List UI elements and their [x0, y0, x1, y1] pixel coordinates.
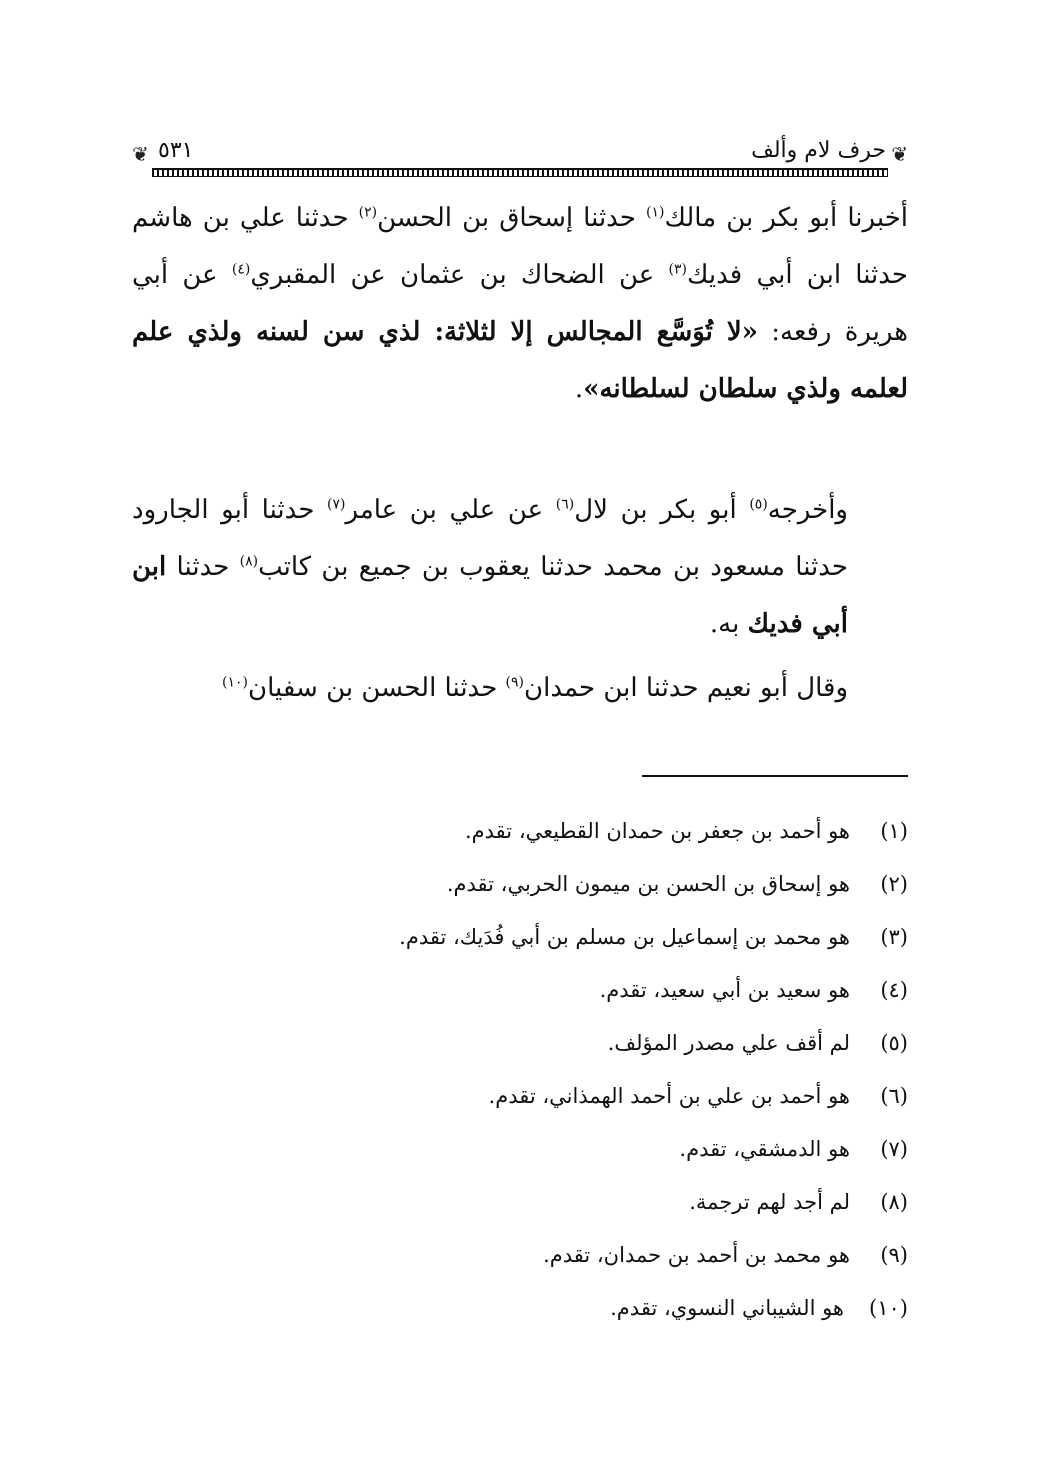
footnote-text: هو الشيباني النسوي، تقدم.	[610, 1296, 844, 1320]
footnote-number: (٣)	[880, 925, 908, 949]
text-segment: حدثنا إسحاق بن الحسن	[377, 203, 646, 233]
running-header	[132, 138, 908, 178]
footnote-text: لم أقف علي مصدر المؤلف.	[607, 1031, 850, 1055]
paragraph-2	[132, 482, 908, 653]
footnote-item	[132, 858, 908, 911]
footnote-item	[132, 1123, 908, 1176]
text-segment: وقال أبو نعيم حدثنا ابن حمدان	[524, 673, 848, 703]
footnote-text: هو سعيد بن أبي سعيد، تقدم.	[599, 978, 850, 1002]
footnote-ref[interactable]: (٧)	[327, 496, 346, 513]
footnote-item	[132, 805, 908, 858]
text-segment: حدثنا علي بن هاشم حدثنا ابن أبي فديك	[132, 203, 909, 290]
text-segment: عن علي بن عامر	[345, 495, 556, 525]
footnote-text: لم أجد لهم ترجمة.	[689, 1190, 850, 1214]
text-segment: حدثنا الحسن بن سفيان	[248, 673, 506, 703]
text-segment: وأخرجه	[767, 495, 848, 525]
footnote-text: هو محمد بن إسماعيل بن مسلم بن أبي فُدَيك، تقدم.	[399, 925, 850, 949]
footnote-number: (٩)	[880, 1243, 908, 1267]
text-segment: حدثنا	[166, 552, 240, 582]
footnote-ref[interactable]: (٢)	[358, 204, 378, 221]
footnote-item	[132, 1070, 908, 1123]
footnote-item	[132, 964, 908, 1017]
footnote-text: هو إسحاق بن الحسن بن ميمون الحربي، تقدم.	[446, 872, 850, 896]
footnote-text: هو محمد بن أحمد بن حمدان، تقدم.	[543, 1243, 850, 1267]
text-segment: أخبرنا أبو بكر بن مالك	[664, 203, 909, 233]
footnote-item	[132, 911, 908, 964]
floral-ornament-icon: ❦	[891, 142, 908, 166]
footnote-ref[interactable]: (١)	[646, 204, 665, 221]
footnote-number: (٧)	[880, 1137, 908, 1161]
footnote-ref[interactable]: (٩)	[505, 674, 525, 691]
footnote-ref[interactable]: (٨)	[239, 553, 259, 570]
footnote-number: (٥)	[880, 1031, 908, 1055]
text-segment: عن أبي هريرة رفعه:	[132, 260, 908, 347]
footnote-ref[interactable]: (١٠)	[222, 674, 249, 691]
footnote-ref[interactable]: (٣)	[668, 261, 687, 278]
footnote-number: (٨)	[880, 1190, 908, 1214]
paragraph-3	[132, 660, 908, 717]
footnote-item	[132, 1282, 908, 1335]
footnote-number: (٦)	[880, 1084, 908, 1108]
page-number: ٥٣١	[158, 138, 194, 163]
footnotes-list	[132, 805, 908, 1335]
footnote-text: هو أحمد بن جعفر بن حمدان القطيعي، تقدم.	[464, 819, 850, 843]
header-rule	[152, 168, 888, 177]
text-segment: .	[574, 374, 584, 404]
hadith-text: «لا تُوَسَّع المجالس إلا لثلاثة: لذي سن لسنه ولذي علم لعلمه ولذي سلطان لسلطانه»	[132, 317, 908, 404]
chapter-title: حرف لام وألف	[751, 138, 886, 163]
footnote-number: (٤)	[880, 978, 908, 1002]
narrator-name: ابن أبي فديك	[132, 552, 848, 639]
footnote-number: (١)	[880, 819, 908, 843]
footnote-separator	[642, 775, 908, 777]
footnote-ref[interactable]: (٦)	[555, 496, 575, 513]
text-segment: أبو بكر بن لال	[574, 495, 750, 525]
floral-ornament-icon: ❦	[132, 142, 149, 166]
text-segment: حدثنا أبو الجارود حدثنا مسعود بن محمد حدثنا يعقوب بن جميع بن كاتب	[132, 495, 849, 582]
paragraph-1	[132, 190, 908, 418]
footnote-item	[132, 1017, 908, 1070]
footnote-text: هو أحمد بن علي بن أحمد الهمذاني، تقدم.	[488, 1084, 850, 1108]
footnote-number: (١٠)	[869, 1296, 908, 1320]
footnote-ref[interactable]: (٥)	[749, 496, 768, 513]
footnote-ref[interactable]: (٤)	[231, 261, 251, 278]
text-segment: عن الضحاك بن عثمان عن المقبري	[250, 260, 669, 290]
footnote-text: هو الدمشقي، تقدم.	[679, 1137, 850, 1161]
footnote-number: (٢)	[880, 872, 908, 896]
text-segment: به.	[709, 609, 748, 639]
footnote-item	[132, 1176, 908, 1229]
footnote-item	[132, 1229, 908, 1282]
